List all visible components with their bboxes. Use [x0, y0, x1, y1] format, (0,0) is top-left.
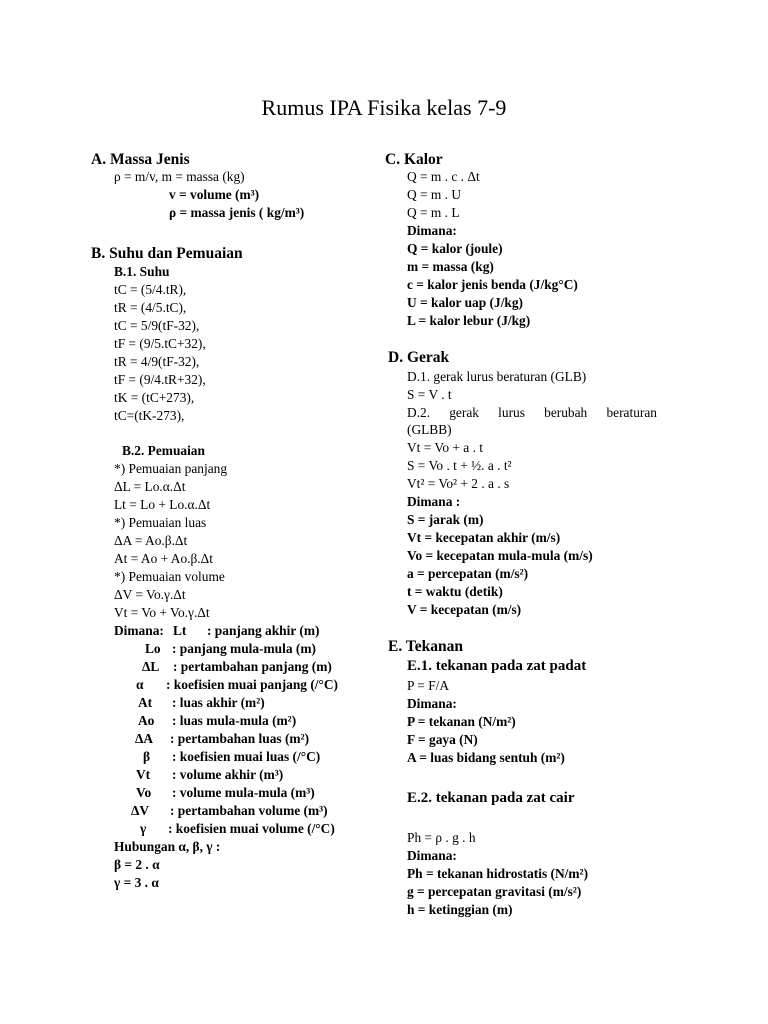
def-description: : pertambahan volume (m³) — [170, 803, 328, 818]
temperature-formula: tF = (9/5.tC+32), — [114, 336, 206, 351]
def-symbol: β — [143, 749, 151, 764]
glbb-formula: Vt² = Vo² + 2 . a . s — [407, 476, 510, 491]
b1-heading: B.1. Suhu — [114, 264, 170, 279]
def-description: : pertambahan panjang (m) — [173, 659, 332, 674]
gamma-relation: γ = 3 . α — [114, 875, 159, 890]
hydrostatic-definition: g = percepatan gravitasi (m/s²) — [407, 884, 582, 899]
def-description: : volume akhir (m³) — [172, 767, 284, 782]
def-description: : panjang akhir (m) — [207, 623, 320, 638]
dimana-label: Dimana: — [407, 223, 457, 238]
temperature-formula: tR = 4/9(tF-32), — [114, 354, 200, 369]
hydrostatic-formula: Ph = ρ . g . h — [407, 830, 476, 845]
def-description: : koefisien muai volume (/°C) — [168, 821, 335, 836]
heat-definition: U = kalor uap (J/kg) — [407, 295, 524, 310]
section-a-heading: A. Massa Jenis — [91, 151, 190, 168]
def-symbol: Lt — [173, 623, 187, 638]
def-symbol: α — [136, 677, 144, 692]
density-definition: ρ = massa jenis ( kg/m³) — [169, 205, 305, 220]
d1-heading: D.1. gerak lurus beraturan (GLB) — [407, 369, 587, 384]
beta-relation: β = 2 . α — [114, 857, 160, 872]
motion-definition: a = percepatan (m/s²) — [407, 566, 529, 581]
expansion-line: ΔV = Vo.γ.Δt — [114, 587, 186, 602]
temperature-formula: tR = (4/5.tC), — [114, 300, 187, 315]
section-d-heading: D. Gerak — [388, 349, 450, 366]
temperature-formula: tC=(tK-273), — [114, 408, 185, 423]
def-description: : luas akhir (m²) — [172, 695, 265, 710]
glbb-formula: Vt = Vo + a . t — [407, 440, 483, 455]
section-c-heading: C. Kalor — [385, 151, 443, 168]
def-symbol: Vo — [136, 785, 152, 800]
temperature-formula: tC = 5/9(tF-32), — [114, 318, 200, 333]
def-symbol: Lo — [145, 641, 161, 656]
volume-definition: v = volume (m³) — [169, 187, 260, 202]
def-symbol: Vt — [136, 767, 151, 782]
d2-word: D.2. — [407, 405, 431, 420]
heat-definition: Q = kalor (joule) — [407, 241, 503, 256]
expansion-line: *) Pemuaian panjang — [114, 461, 228, 476]
e1-heading: E.1. tekanan pada zat padat — [407, 658, 587, 674]
temperature-formula: tK = (tC+273), — [114, 390, 195, 405]
motion-definition: t = waktu (detik) — [407, 584, 503, 599]
def-description: : koefisien muai luas (/°C) — [172, 749, 321, 764]
motion-definition: V = kecepatan (m/s) — [407, 602, 522, 617]
expansion-line: Vt = Vo + Vo.γ.Δt — [114, 605, 210, 620]
heat-formula: Q = m . L — [407, 205, 460, 220]
def-description: : volume mula-mula (m³) — [172, 785, 315, 800]
def-symbol: ΔV — [131, 803, 150, 818]
motion-definition: Vt = kecepatan akhir (m/s) — [407, 530, 561, 545]
hydrostatic-definition: h = ketinggian (m) — [407, 902, 513, 917]
dimana-label: Dimana: — [114, 623, 164, 638]
expansion-line: ΔL = Lo.α.Δt — [114, 479, 186, 494]
section-b-heading: B. Suhu dan Pemuaian — [91, 245, 243, 262]
expansion-line: *) Pemuaian volume — [114, 569, 225, 584]
def-symbol: γ — [140, 821, 147, 836]
relation-heading: Hubungan α, β, γ : — [114, 839, 221, 854]
def-symbol: At — [138, 695, 153, 710]
motion-definition: Vo = kecepatan mula-mula (m/s) — [407, 548, 593, 563]
expansion-line: *) Pemuaian luas — [114, 515, 207, 530]
page-title: Rumus IPA Fisika kelas 7-9 — [261, 95, 507, 120]
pressure-formula: P = F/A — [407, 678, 450, 693]
def-symbol: ΔA — [135, 731, 154, 746]
expansion-line: At = Ao + Ao.β.Δt — [114, 551, 213, 566]
d2-word: berubah — [544, 405, 588, 420]
expansion-line: Lt = Lo + Lo.α.Δt — [114, 497, 211, 512]
def-description: : koefisien muai panjang (/°C) — [166, 677, 339, 692]
def-description: : panjang mula-mula (m) — [172, 641, 316, 656]
dimana-label: Dimana: — [407, 848, 457, 863]
def-description: : luas mula-mula (m²) — [172, 713, 297, 728]
def-symbol: Ao — [138, 713, 155, 728]
pressure-definition: F = gaya (N) — [407, 732, 478, 747]
e2-heading: E.2. tekanan pada zat cair — [407, 790, 575, 806]
d2-word: gerak — [449, 405, 479, 420]
dimana-label: Dimana: — [407, 696, 457, 711]
def-description: : pertambahan luas (m²) — [170, 731, 310, 746]
expansion-line: ΔA = Ao.β.Δt — [114, 533, 188, 548]
hydrostatic-definition: Ph = tekanan hidrostatis (N/m²) — [407, 866, 589, 881]
heat-definition: L = kalor lebur (J/kg) — [407, 313, 531, 328]
motion-definition: S = jarak (m) — [407, 512, 484, 527]
section-e-heading: E. Tekanan — [388, 638, 463, 655]
heat-definition: c = kalor jenis benda (J/kg°C) — [407, 277, 578, 292]
b2-heading: B.2. Pemuaian — [122, 443, 205, 458]
glb-formula: S = V . t — [407, 387, 452, 402]
d2-word: beraturan — [606, 405, 657, 420]
glbb-formula: S = Vo . t + ½. a . t² — [407, 458, 512, 473]
heat-formula: Q = m . c . Δt — [407, 169, 480, 184]
d2-heading-cont: (GLBB) — [407, 422, 452, 437]
dimana-label: Dimana : — [407, 494, 461, 509]
d2-word: lurus — [498, 405, 525, 420]
density-formula: ρ = m/v, m = massa (kg) — [114, 169, 245, 184]
pressure-definition: A = luas bidang sentuh (m²) — [407, 750, 565, 765]
temperature-formula: tF = (9/4.tR+32), — [114, 372, 206, 387]
heat-formula: Q = m . U — [407, 187, 462, 202]
def-symbol: ΔL — [142, 659, 160, 674]
pressure-definition: P = tekanan (N/m²) — [407, 714, 516, 729]
temperature-formula: tC = (5/4.tR), — [114, 282, 187, 297]
d2-heading — [407, 404, 657, 421]
heat-definition: m = massa (kg) — [407, 259, 494, 274]
